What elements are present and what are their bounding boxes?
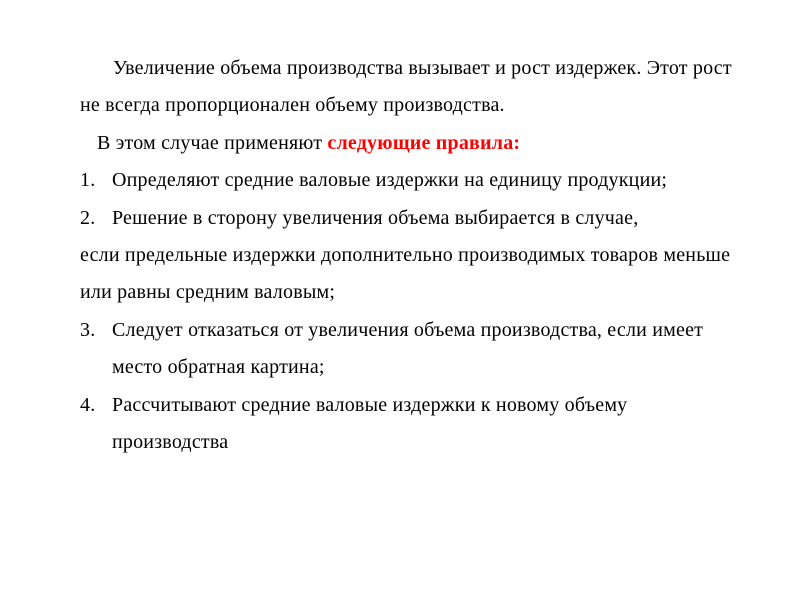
list-item-2-text-line-2: если предельные издержки дополнительно производимых товаров меньше (80, 243, 731, 266)
list-item-2-number: 2. (80, 206, 96, 229)
paragraph-1-line-2: не всегда пропорционален объему производства. (80, 94, 505, 117)
list-item-2-text-line-1: Решение в сторону увеличения объема выбирается в случае, (112, 206, 639, 229)
paragraph-2 (80, 125, 740, 162)
list-item-3-text-line-1: Следует отказаться от увеличения объема производства, если имеет (112, 318, 704, 341)
list-item-4-text-line-2: производства (112, 430, 229, 453)
list-item-4 (80, 387, 740, 424)
paragraph-2-prefix: В этом случае применяют (97, 131, 328, 154)
list-item-2 (80, 200, 740, 237)
text-block (80, 50, 740, 461)
paragraph-2-highlight: следующие правила: (327, 131, 521, 154)
list-item-3-text-line-2: место обратная картина; (112, 356, 325, 379)
list-item-2-text-line-3: или равны средним валовым; (80, 281, 336, 304)
list-item-1 (80, 162, 740, 199)
list-item-1-text: Определяют средние валовые издержки на единицу продукции; (112, 169, 668, 192)
list-item-4-number: 4. (80, 393, 96, 416)
paragraph-1-line-1: Увеличение объема производства вызывает и рост издержек. Этот рост (113, 57, 732, 79)
list-item-4-text-line-1: Рассчитывают средние валовые издержки к новому объему (112, 393, 628, 416)
list-item-3 (80, 312, 740, 349)
list-item-1-number: 1. (80, 169, 96, 192)
list-item-3-number: 3. (80, 318, 96, 341)
